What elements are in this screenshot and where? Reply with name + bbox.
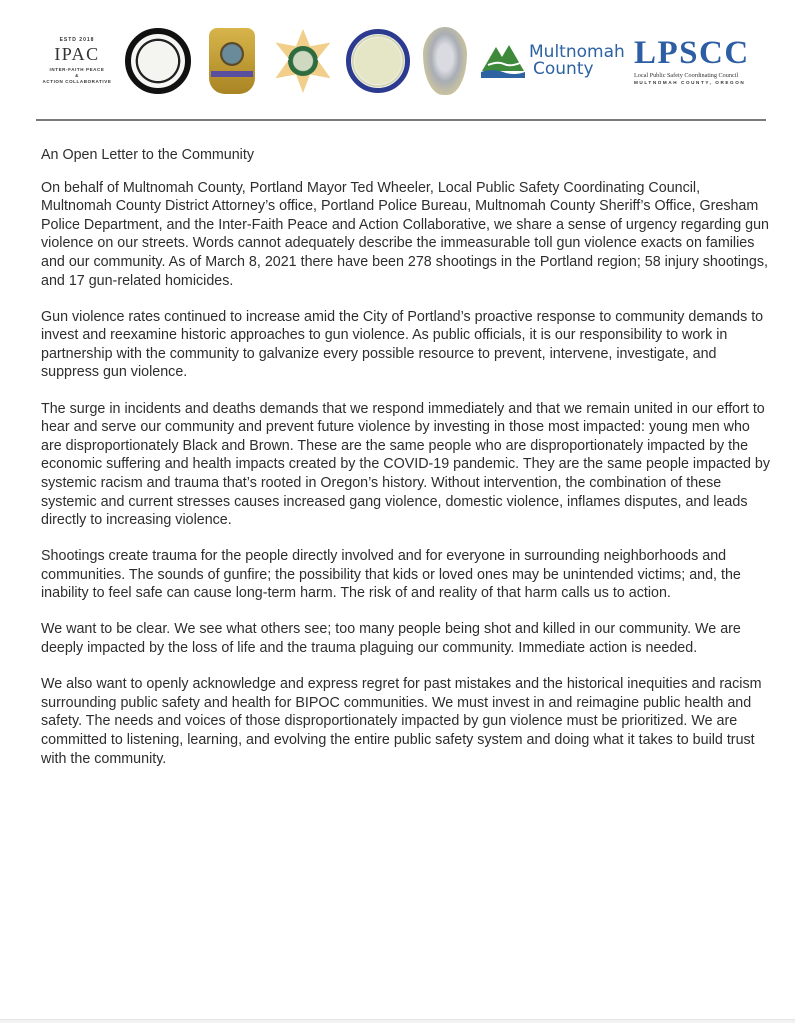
logo-header (36, 22, 768, 100)
ipac-subtitle-line2: ACTION COLLABORATIVE (42, 79, 112, 84)
county-text: County (533, 59, 594, 79)
letter-paragraph: Shootings create trauma for the people directly involved and for everyone in surrounding neighborhoods and communities. The sounds of gunfire; the possibility that kids or loved ones may be unintended victims; and, the inability to feel safe can cause long-term harm. The risk of and reality of that harm calls us to action. (41, 548, 741, 602)
letter-title: An Open Letter to the Community (41, 147, 254, 163)
lpscc-logo (634, 22, 768, 100)
letter-paragraph: Gun violence rates continued to increase amid the City of Portland’s proactive response to community demands to invest and reexamine historic approaches to gun violence. As public officials, it is our responsibility to work in partnership with the community to galvanize every possible resource to prevent, intervene, investigate, and suppress gun violence. (41, 308, 764, 381)
lpscc-name: LPSCC (634, 35, 750, 71)
open-letter (41, 146, 771, 786)
city-of-portland-seal (123, 22, 193, 100)
header-divider (36, 119, 766, 121)
police-badge-icon (209, 28, 255, 94)
lpscc-location: MULTNOMAH COUNTY, OREGON (634, 80, 746, 85)
sheriff-star (270, 22, 336, 100)
sheriff-star-icon (271, 29, 335, 93)
letter-paragraph: The surge in incidents and deaths demands that we respond immediately and that we remain united in our effort to hear and serve our community and prevent future violence by investing in those most impacted: young men who are disproportionately Black and Brown. These are the same people who are disproportionately impacted by the economic suffering and health impacts created by the COVID-19 pandemic. They are the same people impacted by systemic racism and trauma that’s rooted in Oregon’s history. Without intervention, the combination of these systemic and current stresses causes increased gang violence, domestic violence, inflames disputes, and leads directly to increasing violence. (41, 400, 771, 529)
portland-seal-icon (125, 28, 191, 94)
multnomah-text: Multnomah (529, 42, 625, 62)
ipac-subtitle-amp: & (75, 73, 79, 78)
ipac-logo (40, 22, 114, 100)
letter-paragraph: We want to be clear. We see what others see; too many people being shot and killed in our community. We are deeply impacted by the loss of life and the trauma plaguing our community. Immediate action is needed. (41, 621, 741, 657)
oregon-seal-icon (346, 29, 410, 93)
ipac-name: IPAC (54, 44, 100, 64)
ipac-subtitle-line1: INTER-FAITH PEACE (49, 67, 105, 72)
letter-paragraph: We also want to openly acknowledge and express regret for past mistakes and the historical inequities and racism surrounding public safety and health for BIPOC communities. We must invest in and reimagine public health and safety. The needs and voices of those disproportionately impacted by gun violence must be prioritized. We are committed to listening, learning, and evolving the entire public safety system and doing what it takes to build trust with the community. (41, 676, 762, 767)
gresham-police-badge (419, 22, 471, 100)
district-attorney-seal (344, 22, 412, 100)
page-bottom-edge (0, 1019, 795, 1023)
portland-police-badge (206, 22, 258, 100)
gresham-badge-icon (423, 27, 467, 95)
multnomah-county-wordmark (529, 44, 625, 78)
multnomah-county-logo (480, 22, 626, 100)
lpscc-subtitle: Local Public Safety Coordinating Council (634, 72, 739, 79)
ipac-subtitle (43, 67, 112, 85)
letter-paragraph: On behalf of Multnomah County, Portland Mayor Ted Wheeler, Local Public Safety Coordinating Council, Multnomah County District Attorney’s office, Portland Police Bureau, Multnomah County Sheriff’s Office, Gresham Police Department, and the Inter-Faith Peace and Action Collaborative, we share a sense of urgency regarding gun violence on our streets. Words cannot adequately describe the immeasurable toll gun violence exacts on families and our community. As of March 8, 2021 there have been 278 shootings in the Portland region; 58 injury shootings, and 17 gun-related homicides. (41, 179, 769, 289)
ipac-established: ESTD 2018 (59, 37, 95, 43)
mountain-icon (480, 41, 526, 81)
